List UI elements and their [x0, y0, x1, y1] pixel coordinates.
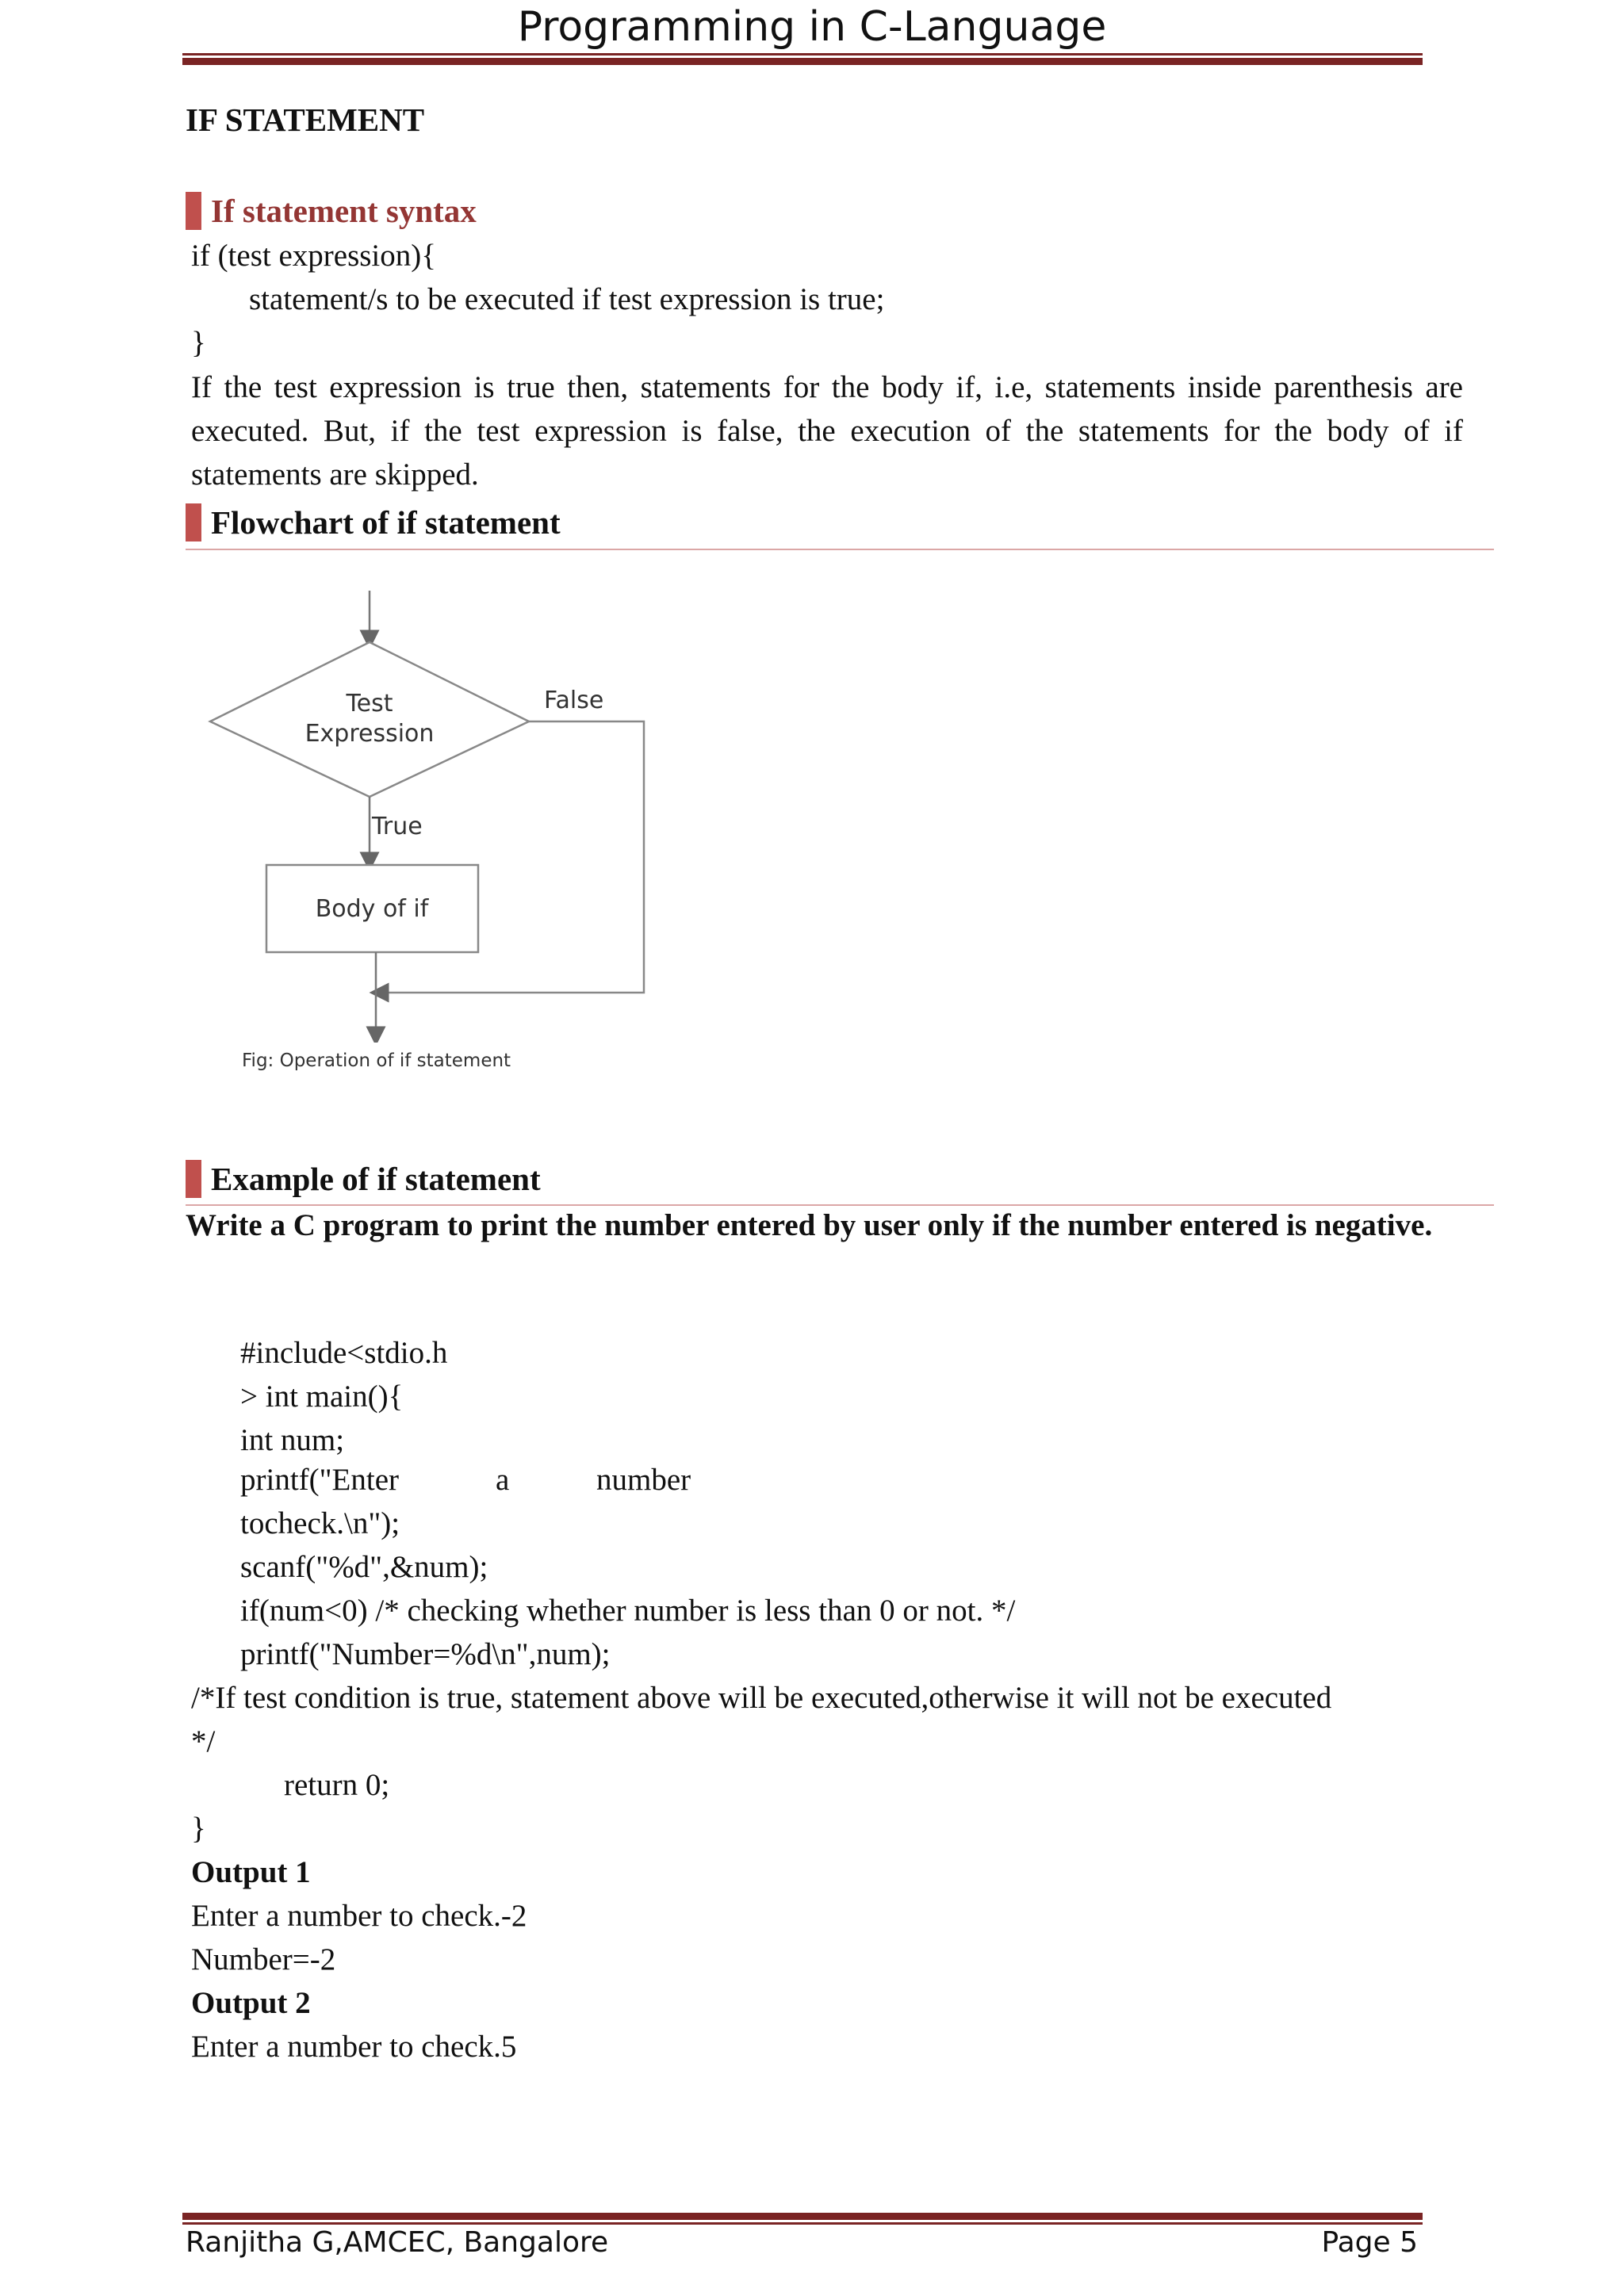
- output-1-line-2: Number=-2: [191, 1942, 336, 1976]
- code-include: #include<stdio.h: [240, 1336, 448, 1370]
- header-rule-thin: [182, 53, 1423, 55]
- footer-author: Ranjitha G,AMCEC, Bangalore: [186, 2226, 609, 2259]
- syntax-paragraph: If the test expression is true then, statements for the body if, i.e, statements inside parenthesis are executed. But, if the test expression is false, the execution of the statements for the body of if statements are skipped.: [191, 370, 1463, 492]
- code-main: > int main(){: [240, 1380, 404, 1414]
- body-label: Body of if: [315, 895, 429, 923]
- heading-marker: [186, 192, 201, 230]
- false-label: False: [544, 687, 604, 714]
- output-1-label: Output 1: [191, 1855, 311, 1889]
- heading-marker: [186, 1160, 201, 1198]
- diamond-label-test: Test: [346, 690, 393, 718]
- figure-caption: Fig: Operation of if statement: [242, 1050, 511, 1071]
- syntax-heading-text: If statement syntax: [211, 193, 477, 229]
- output-1-line-1: Enter a number to check.-2: [191, 1899, 527, 1933]
- page-header-title: Programming in C-Language: [517, 3, 1107, 51]
- code-printf-cont: tocheck.\n");: [240, 1506, 400, 1540]
- section-title: IF STATEMENT: [186, 101, 425, 138]
- syntax-line-1: if (test expression){: [191, 239, 436, 273]
- footer-rule-thick: [182, 2213, 1423, 2220]
- if-flowchart: [198, 583, 658, 1043]
- footer-rule-thin: [182, 2222, 1423, 2225]
- flowchart-heading-text: Flowchart of if statement: [211, 504, 561, 541]
- syntax-line-3: }: [191, 326, 206, 360]
- output-2-label: Output 2: [191, 1986, 311, 2020]
- code-comment-1: /*If test condition is true, statement above will be executed,otherwise it will not be executed: [191, 1681, 1332, 1715]
- true-label: True: [372, 813, 423, 840]
- diamond-label-expression: Expression: [304, 720, 435, 748]
- header-rule-thick: [182, 58, 1423, 65]
- flowchart-heading-rule: [186, 549, 1494, 550]
- syntax-line-2: statement/s to be executed if test expression is true;: [249, 282, 885, 316]
- code-if-line: if(num<0) /* checking whether number is less than 0 or not. */: [240, 1594, 1016, 1628]
- code-comment-2: */: [191, 1724, 216, 1758]
- example-heading-text: Example of if statement: [211, 1161, 541, 1197]
- code-decl: int num;: [240, 1423, 345, 1457]
- example-task: Write a C program to print the number entered by user only if the number entered is negative.: [186, 1208, 1433, 1242]
- code-printf-part-1: printf("Enter: [240, 1463, 400, 1497]
- code-return: return 0;: [284, 1768, 390, 1802]
- code-printf-number: printf("Number=%d\n",num);: [240, 1637, 611, 1671]
- code-scanf: scanf("%d",&num);: [240, 1550, 488, 1584]
- footer-page-number: Page 5: [1321, 2226, 1418, 2259]
- code-printf-part-2: a: [496, 1463, 510, 1497]
- code-printf-part-3: number: [596, 1463, 691, 1497]
- output-2-line-1: Enter a number to check.5: [191, 2030, 517, 2064]
- heading-marker: [186, 503, 201, 541]
- code-close-brace: }: [191, 1812, 206, 1846]
